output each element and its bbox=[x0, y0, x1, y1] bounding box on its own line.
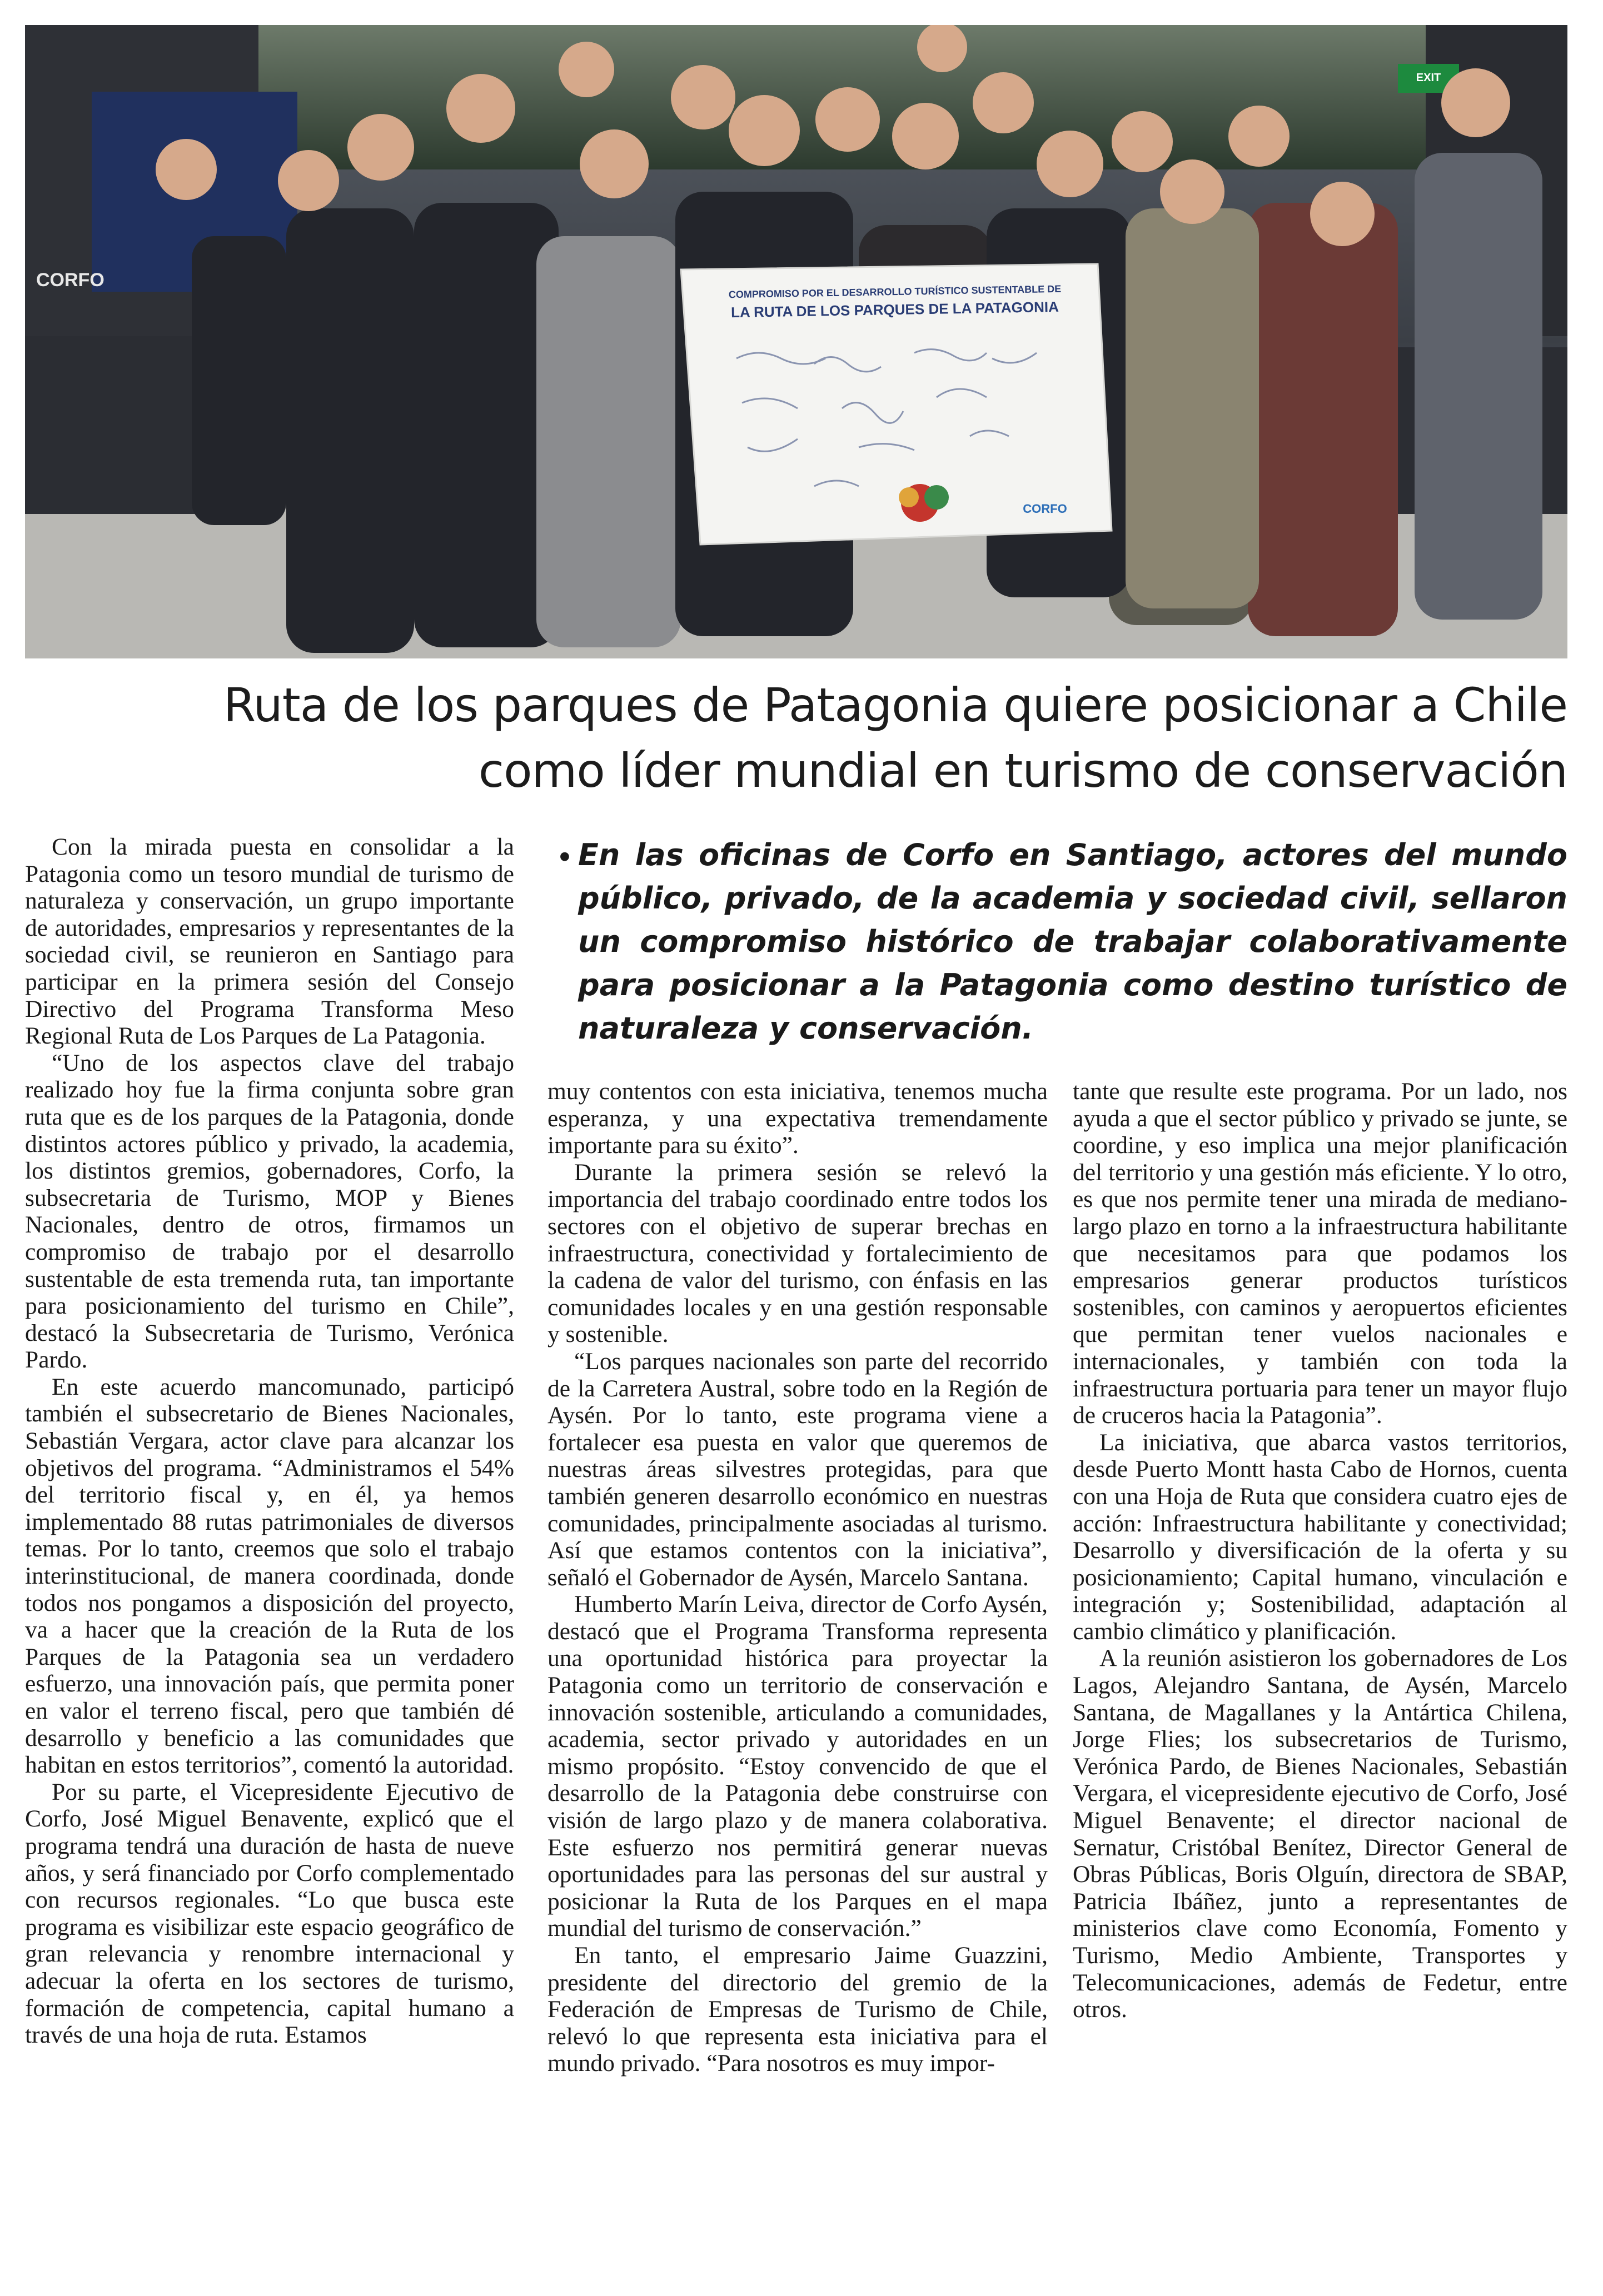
paragraph: En este acuerdo mancomunado, participó también el subsecretario de Bienes Nacionales, Sebastián Vergara, actor clave para alcanzar los objetivos del programa. “Administramos el 54% del territorio fiscal y, en él, ya hemos implementado 88 rutas patrimoniales de diversos temas. Por lo tanto, creemos que solo el trabajo interinstitucional, de manera coordinada, donde todos nos pongamos a disposición del proyecto, va a hacer que la creación de la Ruta de los Parques de la Patagonia sea un verdadero esfuerzo, una innovación país, que permita poner en valor el terreno fiscal, pero que también dé desarrollo y beneficio a las comunidades que habitan en estos territorios”, comentó la autoridad. bbox=[25, 1373, 514, 1779]
article-column-3 bbox=[1073, 1078, 1567, 2023]
paragraph: A la reunión asistieron los gobernadores de Los Lagos, Alejandro Santana, de Aysén, Marcelo Santana, de Magallanes y la Antártica Chilena, Jorge Flies; los subsecretarios de Turismo, Verónica Pardo, de Bienes Nacionales, Sebastián Vergara, el vicepresidente ejecutivo de Corfo, José Miguel Benavente; el director nacional de Sernatur, Cristóbal Benítez, Director General de Obras Públicas, Boris Olguín, directora de SBAP, Patricia Ibáñez, junto a representantes de ministerios clave como Economía, Fomento y Turismo, Medio Ambiente, Transportes y Telecomunicaciones, además de Fedetur, entre otros. bbox=[1073, 1645, 1567, 2023]
paragraph: En tanto, el empresario Jaime Guazzini, presidente del directorio del gremio de la Federación de Empresas de Turismo de Chile, relevó lo que representa esta iniciativa para el mundo privado. “Para nosotros es muy impor- bbox=[547, 1942, 1048, 2077]
headline-line-2: como líder mundial en turismo de conservación bbox=[478, 743, 1567, 798]
paragraph: “Uno de los aspectos clave del trabajo realizado hoy fue la firma conjunta sobre gran ruta que es de los parques de la Patagonia, donde distintos actores público y privado, la academia, los distintos gremios, gobernadores, Corfo, la subsecretaria de Turismo, MOP y Bienes Nacionales, dentro de otros, firmamos un compromiso de trabajo por el desarrollo sustentable de esta tremenda ruta, tan importante para posicionamiento del turismo en Chile”, destacó la Subsecretaria de Turismo, Verónica Pardo. bbox=[25, 1049, 514, 1374]
article-column-2 bbox=[547, 1078, 1048, 2077]
article-photo bbox=[25, 25, 1567, 658]
board-title: LA RUTA DE LOS PARQUES DE LA PATAGONIA bbox=[730, 298, 1059, 321]
paragraph: tante que resulte este programa. Por un lado, nos ayuda a que el sector público y privado se junte, se coordine, y eso implica una mejor planificación del territorio y una gestión más eficiente. Y lo otro, es que nos permite tener una mirada de mediano-largo plazo en torno a la infraestructura habilitante que necesitamos para que podamos los empresarios generar productos turísticos sostenibles, con caminos y aeropuertos eficientes que permitan tener vuelos nacionales e internacionales, y también con toda la infraestructura portuaria para tener un mayor flujo de cruceros hacia la Patagonia”. bbox=[1073, 1078, 1567, 1429]
paragraph: muy contentos con esta iniciativa, tenemos mucha esperanza, y una expectativa tremendamente importante para su éxito”. bbox=[547, 1078, 1048, 1159]
board-logo-text: CORFO bbox=[1023, 502, 1067, 516]
paragraph: La iniciativa, que abarca vastos territorios, desde Puerto Montt hasta Cabo de Hornos, cuenta con una Hoja de Ruta que considera cuatro ejes de acción: Infraestructura habilitante y conectividad; Desarrollo y diversificación de la oferta y su posicionamiento; Capital humano, vinculación e integración y; Sostenibilidad, adaptación al cambio climático y planificación. bbox=[1073, 1429, 1567, 1645]
paragraph: Con la mirada puesta en consolidar a la Patagonia como un tesoro mundial de turismo de naturaleza y conservación, un grupo importante de autoridades, empresarios y representantes de la sociedad civil, se reunieron en Santiago para participar en la primera sesión del Consejo Directivo del Programa Transforma Meso Regional Ruta de Los Parques de La Patagonia. bbox=[25, 833, 514, 1050]
article-headline bbox=[25, 672, 1567, 803]
group-photo-illustration bbox=[25, 25, 1567, 658]
paragraph: “Los parques nacionales son parte del recorrido de la Carretera Austral, sobre todo en la Región de Aysén. Por lo tanto, este programa viene a fortalecer esa puesta en valor que queremos de nuestras áreas silvestres protegidas, para que también generen desarrollo económico en nuestras comunidades, principalmente asociadas al turismo. Así que estamos contentos con la iniciativa”, señaló el Gobernador de Aysén, Marcelo Santana. bbox=[547, 1347, 1048, 1591]
paragraph: Por su parte, el Vicepresidente Ejecutivo de Corfo, José Miguel Benavente, explicó que el programa tendrá una duración de hasta de nueve años, y será financiado por Corfo complementado con recursos regionales. “Lo que busca este programa es visibilizar este espacio geográfico de gran relevancia y renombre internacional y adecuar la oferta en los sectores de turismo, formación de competencia, capital humano a través de una hoja de ruta. Estamos bbox=[25, 1778, 514, 2049]
wall-sign-text: CORFO bbox=[36, 269, 104, 291]
article-summary: En las oficinas de Corfo en Santiago, actores del mundo público, privado, de la academia y sociedad civil, sellaron un compromiso histórico de trabajar colaborativamente para posicionar a la Patagonia como destino turístico de naturaleza y conservación. bbox=[578, 837, 1567, 1046]
board-heading: COMPROMISO POR EL DESARROLLO TURÍSTICO SUSTENTABLE DE bbox=[728, 283, 1062, 301]
paragraph: Humberto Marín Leiva, director de Corfo Aysén, destacó que el Programa Transforma representa una oportunidad histórica para proyectar la Patagonia como un territorio de conservación e innovación sostenible, articulando a comunidades, academia, sector privado y autoridades en un mismo propósito. “Estoy convencido de que el desarrollo de la Patagonia debe construirse con visión de largo plazo y de manera colaborativa. Este esfuerzo nos permitirá generar nuevas oportunidades para las personas del sur austral y posicionar la Ruta de los Parques en el mapa mundial del turismo de conservación.” bbox=[547, 1591, 1048, 1942]
paragraph: Durante la primera sesión se relevó la importancia del trabajo coordinado entre todos los sectores con el objetivo de superar brechas en infraestructura, conectividad y fortalecimiento de la cadena de valor del turismo, con énfasis en las comunidades locales y en una gestión responsable y sostenible. bbox=[547, 1159, 1048, 1348]
article-column-1 bbox=[25, 833, 514, 2049]
summary-bullet: • bbox=[556, 840, 574, 875]
exit-sign: EXIT bbox=[1416, 72, 1441, 84]
headline-line-1: Ruta de los parques de Patagonia quiere posicionar a Chile bbox=[223, 678, 1567, 732]
